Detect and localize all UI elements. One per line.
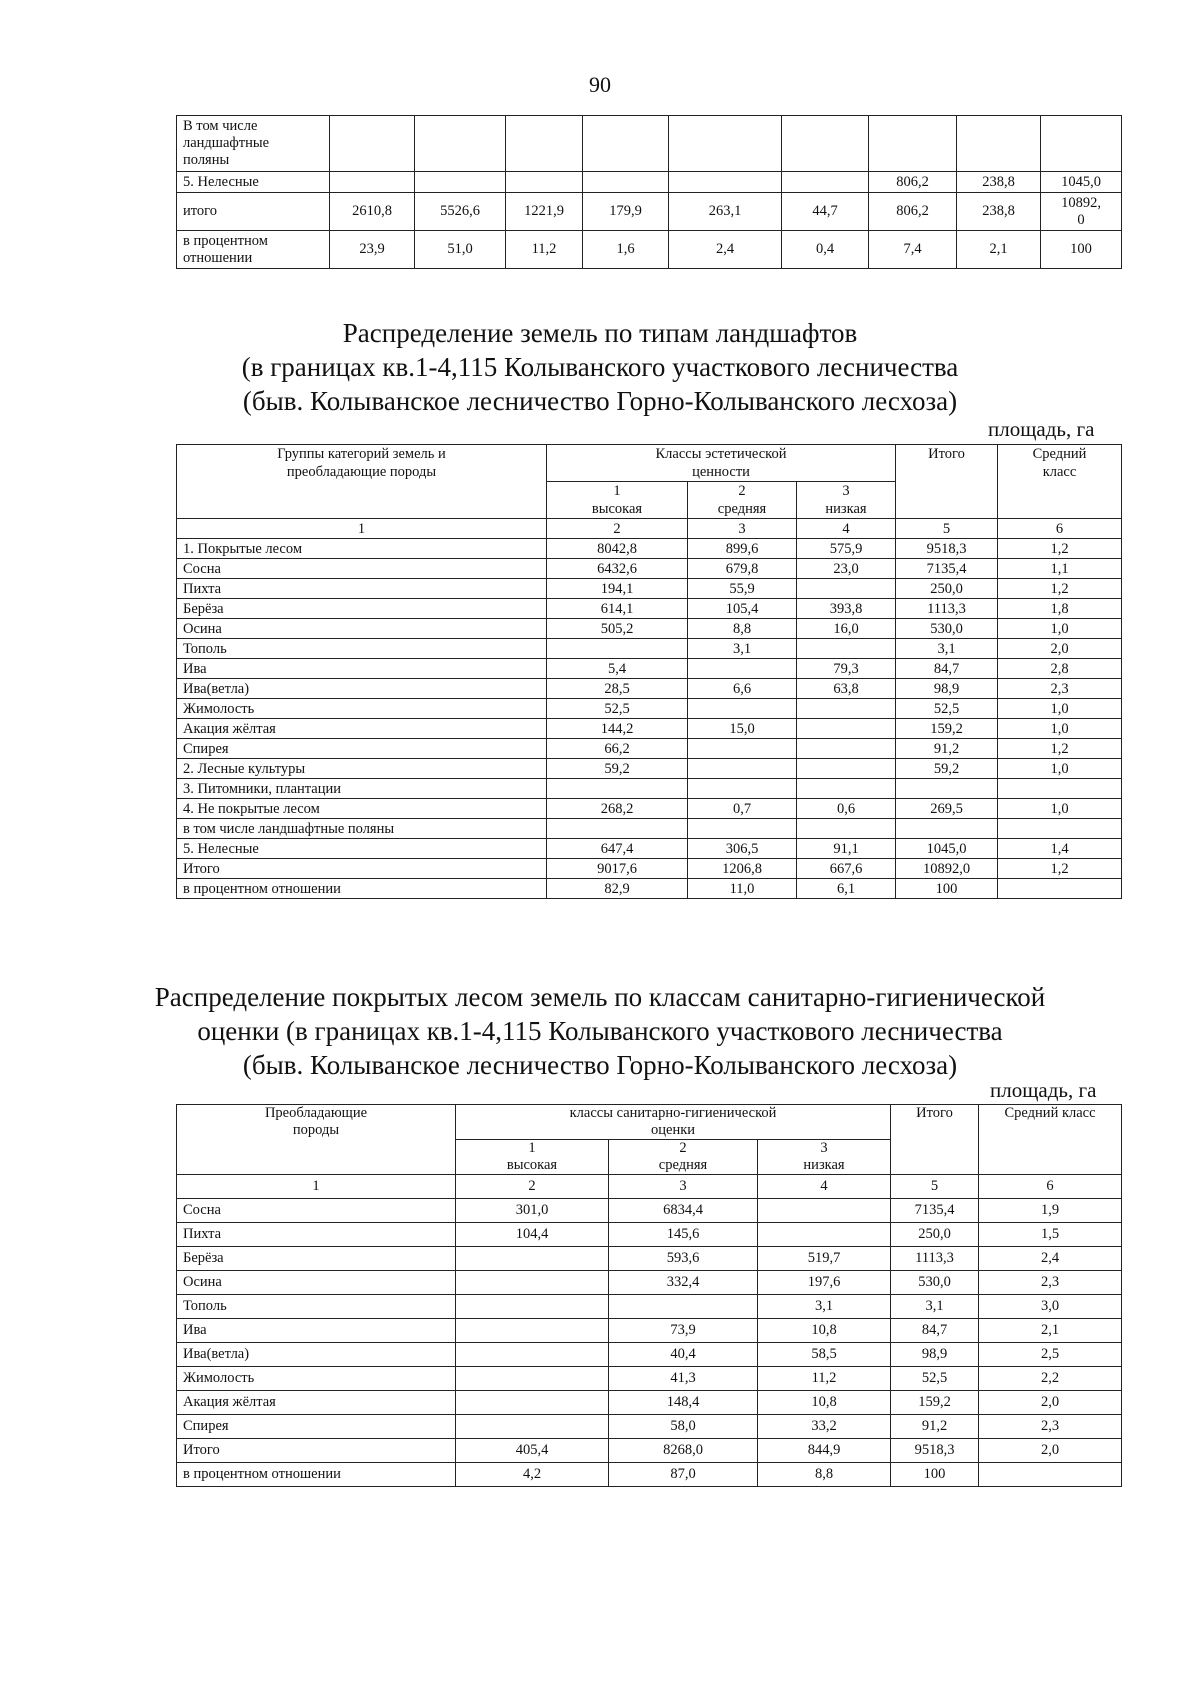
table-cell: 98,9	[891, 1343, 979, 1367]
table-cell: 59,2	[547, 759, 688, 779]
table-cell: 3,0	[979, 1295, 1122, 1319]
table-cell: 899,6	[688, 539, 797, 559]
table-cell	[797, 639, 896, 659]
row-name: в процентном отношении	[177, 879, 547, 899]
table-cell: 2,3	[998, 679, 1122, 699]
table-cell: 98,9	[896, 679, 998, 699]
row-name: Ива	[177, 659, 547, 679]
table-cell	[782, 172, 869, 193]
landscape-table	[176, 444, 1122, 899]
table-cell: 2,4	[669, 231, 782, 269]
table-row	[177, 619, 1122, 639]
table-cell: 1,5	[979, 1223, 1122, 1247]
table-cell	[896, 819, 998, 839]
table-cell: 41,3	[609, 1367, 758, 1391]
page-number: 90	[589, 72, 611, 97]
table-cell: 6432,6	[547, 559, 688, 579]
table-cell	[456, 1391, 609, 1415]
table-cell	[797, 739, 896, 759]
table-cell	[506, 172, 583, 193]
row-name: Пихта	[177, 579, 547, 599]
table-cell: 159,2	[891, 1391, 979, 1415]
table-row	[177, 879, 1122, 899]
table-cell: 194,1	[547, 579, 688, 599]
table-cell: 505,2	[547, 619, 688, 639]
table-cell: 87,0	[609, 1463, 758, 1487]
header-class-1: 1 высокая	[547, 482, 688, 519]
table-cell: 1,9	[979, 1199, 1122, 1223]
column-number: 1	[177, 519, 547, 539]
table-cell	[1041, 116, 1122, 172]
table-cell: 1206,8	[688, 859, 797, 879]
table-row	[177, 699, 1122, 719]
row-name: Спирея	[177, 739, 547, 759]
table-cell: 332,4	[609, 1271, 758, 1295]
table-cell	[415, 172, 506, 193]
column-number: 6	[998, 519, 1122, 539]
table-cell	[547, 779, 688, 799]
table-cell: 679,8	[688, 559, 797, 579]
table-cell: 0,7	[688, 799, 797, 819]
table-cell: 197,6	[758, 1271, 891, 1295]
table-cell: 63,8	[797, 679, 896, 699]
table-cell: 179,9	[583, 193, 669, 231]
sanitary-table	[176, 1104, 1122, 1487]
table-cell: 59,2	[896, 759, 998, 779]
table-cell: 667,6	[797, 859, 896, 879]
table-cell: 100	[891, 1463, 979, 1487]
table-row	[177, 1271, 1122, 1295]
table-cell: 9017,6	[547, 859, 688, 879]
table-cell: 11,2	[506, 231, 583, 269]
table-cell: 268,2	[547, 799, 688, 819]
table-cell: 1,2	[998, 539, 1122, 559]
header-total: Итого	[891, 1105, 979, 1175]
table-cell: 5526,6	[415, 193, 506, 231]
table-cell	[782, 116, 869, 172]
table-cell: 9518,3	[896, 539, 998, 559]
table-cell	[456, 1271, 609, 1295]
table-row	[177, 839, 1122, 859]
table-row	[177, 1439, 1122, 1463]
row-name: Жимолость	[177, 1367, 456, 1391]
row-name: в процентном отношении	[177, 1463, 456, 1487]
table-cell	[758, 1223, 891, 1247]
table-row	[177, 759, 1122, 779]
row-name: Итого	[177, 1439, 456, 1463]
row-name: Ива(ветла)	[177, 1343, 456, 1367]
table-cell: 1113,3	[896, 599, 998, 619]
column-number: 4	[797, 519, 896, 539]
table-cell: 6834,4	[609, 1199, 758, 1223]
table-cell: 2,3	[979, 1415, 1122, 1439]
table-cell	[797, 699, 896, 719]
column-number: 5	[896, 519, 998, 539]
table-cell: 0,6	[797, 799, 896, 819]
header-class-2: 2 средняя	[609, 1140, 758, 1175]
table-cell: 10892, 0	[1041, 193, 1122, 231]
table-row	[177, 231, 1122, 269]
table-cell: 614,1	[547, 599, 688, 619]
row-name: Жимолость	[177, 699, 547, 719]
table-cell: 1,1	[998, 559, 1122, 579]
table-cell: 33,2	[758, 1415, 891, 1439]
table-cell: 91,2	[896, 739, 998, 759]
table-cell: 250,0	[891, 1223, 979, 1247]
table-cell: 145,6	[609, 1223, 758, 1247]
table-row	[177, 639, 1122, 659]
table-row	[177, 679, 1122, 699]
table-cell: 3,1	[896, 639, 998, 659]
row-name: Берёза	[177, 1247, 456, 1271]
table-cell	[609, 1295, 758, 1319]
row-label: В том числе ландшафтные поляны	[177, 116, 330, 172]
table-cell: 1,2	[998, 859, 1122, 879]
table-cell: 250,0	[896, 579, 998, 599]
table-cell: 15,0	[688, 719, 797, 739]
table-row	[177, 539, 1122, 559]
table-row	[177, 659, 1122, 679]
table-cell	[797, 819, 896, 839]
table-cell: 301,0	[456, 1199, 609, 1223]
table-cell: 100	[896, 879, 998, 899]
row-name: Осина	[177, 1271, 456, 1295]
table-cell: 1,0	[998, 619, 1122, 639]
table-cell: 238,8	[957, 193, 1041, 231]
table-cell: 1221,9	[506, 193, 583, 231]
table-cell	[669, 116, 782, 172]
table-cell: 58,5	[758, 1343, 891, 1367]
table-cell: 2,5	[979, 1343, 1122, 1367]
row-name: в том числе ландшафтные поляны	[177, 819, 547, 839]
table-cell	[998, 779, 1122, 799]
table-cell: 1,0	[998, 799, 1122, 819]
table-cell: 1,6	[583, 231, 669, 269]
table-row	[177, 819, 1122, 839]
table-cell	[456, 1343, 609, 1367]
table-cell: 269,5	[896, 799, 998, 819]
table-cell: 40,4	[609, 1343, 758, 1367]
title-line: (быв. Колыванское лесничество Горно-Колыванского лесхоза)	[242, 386, 958, 416]
table-cell	[415, 116, 506, 172]
table-cell: 647,4	[547, 839, 688, 859]
table-row	[177, 1367, 1122, 1391]
table-cell: 55,9	[688, 579, 797, 599]
continuation-table	[176, 115, 1122, 269]
row-name: 2. Лесные культуры	[177, 759, 547, 779]
table-cell: 2610,8	[330, 193, 415, 231]
table-cell	[998, 819, 1122, 839]
table-cell: 1045,0	[1041, 172, 1122, 193]
table-cell: 393,8	[797, 599, 896, 619]
table-cell: 2,0	[998, 639, 1122, 659]
table-cell: 0,4	[782, 231, 869, 269]
table-cell: 91,1	[797, 839, 896, 859]
table-cell: 8,8	[758, 1463, 891, 1487]
header-classes: классы санитарно-гигиенической оценки	[456, 1105, 891, 1140]
header-class-3: 3 низкая	[797, 482, 896, 519]
table-cell: 1,0	[998, 759, 1122, 779]
column-number: 4	[758, 1175, 891, 1199]
table-cell: 52,5	[891, 1367, 979, 1391]
table-cell	[896, 779, 998, 799]
table-cell: 23,9	[330, 231, 415, 269]
table-cell	[456, 1319, 609, 1343]
row-name: Тополь	[177, 639, 547, 659]
table-row	[177, 1319, 1122, 1343]
header-group: Группы категорий земель и преобладающие породы	[177, 445, 547, 519]
table-cell: 1,0	[998, 719, 1122, 739]
table-cell	[688, 699, 797, 719]
row-name: Акация жёлтая	[177, 719, 547, 739]
table-cell: 7135,4	[891, 1199, 979, 1223]
table-cell: 806,2	[869, 193, 957, 231]
table-cell	[957, 116, 1041, 172]
header-avg-class: Средний класс	[979, 1105, 1122, 1175]
table-cell: 575,9	[797, 539, 896, 559]
table-cell: 148,4	[609, 1391, 758, 1415]
landscape-table-title	[0, 316, 1200, 418]
table-cell	[583, 172, 669, 193]
row-name: Пихта	[177, 1223, 456, 1247]
table-row	[177, 859, 1122, 879]
header-class-1: 1 высокая	[456, 1140, 609, 1175]
header-avg-class: Средний класс	[998, 445, 1122, 519]
row-name: Осина	[177, 619, 547, 639]
table-cell	[979, 1463, 1122, 1487]
row-name: 3. Питомники, плантации	[177, 779, 547, 799]
table-cell: 79,3	[797, 659, 896, 679]
table-cell	[330, 172, 415, 193]
table-cell: 2,1	[979, 1319, 1122, 1343]
table-cell: 10,8	[758, 1319, 891, 1343]
table-row	[177, 739, 1122, 759]
table-cell	[688, 779, 797, 799]
column-number: 2	[547, 519, 688, 539]
table-cell: 10,8	[758, 1391, 891, 1415]
table-row	[177, 1223, 1122, 1247]
table-row	[177, 193, 1122, 231]
table-cell: 5,4	[547, 659, 688, 679]
table-cell: 52,5	[547, 699, 688, 719]
column-number: 6	[979, 1175, 1122, 1199]
table-cell: 100	[1041, 231, 1122, 269]
table-cell: 44,7	[782, 193, 869, 231]
table-cell	[758, 1199, 891, 1223]
table-cell: 16,0	[797, 619, 896, 639]
title-line: (в границах кв.1-4,115 Колыванского участкового лесничества	[241, 352, 959, 382]
header-species: Преобладающие породы	[177, 1105, 456, 1175]
row-name: Итого	[177, 859, 547, 879]
table-cell: 23,0	[797, 559, 896, 579]
table-row	[177, 116, 1122, 172]
table-row	[177, 1247, 1122, 1271]
table-cell	[456, 1247, 609, 1271]
table-cell	[456, 1415, 609, 1439]
row-name: Спирея	[177, 1415, 456, 1439]
table-cell: 593,6	[609, 1247, 758, 1271]
table-cell: 3,1	[758, 1295, 891, 1319]
table-cell: 8,8	[688, 619, 797, 639]
table-cell: 3,1	[688, 639, 797, 659]
unit-label: площадь, га	[990, 1078, 1097, 1102]
table-cell	[797, 579, 896, 599]
table-cell	[688, 819, 797, 839]
table-cell	[330, 116, 415, 172]
table-cell: 58,0	[609, 1415, 758, 1439]
row-name: Сосна	[177, 1199, 456, 1223]
row-label: 5. Нелесные	[177, 172, 330, 193]
row-name: Сосна	[177, 559, 547, 579]
column-number: 3	[609, 1175, 758, 1199]
table-cell: 82,9	[547, 879, 688, 899]
table-cell: 84,7	[896, 659, 998, 679]
table-cell: 8268,0	[609, 1439, 758, 1463]
title-line: (быв. Колыванское лесничество Горно-Колыванского лесхоза)	[242, 1050, 958, 1080]
table-row	[177, 1415, 1122, 1439]
table-cell: 806,2	[869, 172, 957, 193]
table-cell: 10892,0	[896, 859, 998, 879]
table-row	[177, 599, 1122, 619]
table-cell: 1045,0	[896, 839, 998, 859]
table-cell: 11,2	[758, 1367, 891, 1391]
table-cell: 2,1	[957, 231, 1041, 269]
table-cell: 51,0	[415, 231, 506, 269]
table-cell: 405,4	[456, 1439, 609, 1463]
table-row	[177, 579, 1122, 599]
table-cell	[797, 719, 896, 739]
column-number: 2	[456, 1175, 609, 1199]
table-cell	[506, 116, 583, 172]
row-label: итого	[177, 193, 330, 231]
table-cell: 66,2	[547, 739, 688, 759]
table-cell	[547, 639, 688, 659]
row-name: 4. Не покрытые лесом	[177, 799, 547, 819]
table-cell: 73,9	[609, 1319, 758, 1343]
table-row	[177, 172, 1122, 193]
table-cell: 306,5	[688, 839, 797, 859]
table-cell: 1,2	[998, 739, 1122, 759]
table-row	[177, 1391, 1122, 1415]
table-cell: 7135,4	[896, 559, 998, 579]
table-cell: 105,4	[688, 599, 797, 619]
row-name: 1. Покрытые лесом	[177, 539, 547, 559]
header-total: Итого	[896, 445, 998, 519]
row-name: Ива	[177, 1319, 456, 1343]
table-cell: 844,9	[758, 1439, 891, 1463]
title-line: оценки (в границах кв.1-4,115 Колыванского участкового лесничества	[197, 1016, 1003, 1046]
table-cell: 2,2	[979, 1367, 1122, 1391]
table-cell: 52,5	[896, 699, 998, 719]
table-cell: 2,3	[979, 1271, 1122, 1295]
table-cell: 1,2	[998, 579, 1122, 599]
header-classes: Классы эстетической ценности	[547, 445, 896, 482]
table-cell: 1113,3	[891, 1247, 979, 1271]
table-row	[177, 1463, 1122, 1487]
table-cell	[456, 1367, 609, 1391]
table-cell	[669, 172, 782, 193]
table-cell: 1,0	[998, 699, 1122, 719]
table-row	[177, 559, 1122, 579]
table-cell: 84,7	[891, 1319, 979, 1343]
row-name: Ива(ветла)	[177, 679, 547, 699]
table-cell: 91,2	[891, 1415, 979, 1439]
table-cell: 3,1	[891, 1295, 979, 1319]
table-cell: 4,2	[456, 1463, 609, 1487]
unit-label: площадь, га	[988, 417, 1095, 441]
table-cell: 1,4	[998, 839, 1122, 859]
table-row	[177, 1343, 1122, 1367]
table-cell	[688, 659, 797, 679]
table-cell	[869, 116, 957, 172]
table-cell: 28,5	[547, 679, 688, 699]
table-cell	[456, 1295, 609, 1319]
row-label: в процентном отношении	[177, 231, 330, 269]
table-cell: 263,1	[669, 193, 782, 231]
table-cell: 1,8	[998, 599, 1122, 619]
row-name: 5. Нелесные	[177, 839, 547, 859]
table-cell	[797, 759, 896, 779]
table-row	[177, 719, 1122, 739]
column-number: 5	[891, 1175, 979, 1199]
row-name: Акация жёлтая	[177, 1391, 456, 1415]
column-number: 3	[688, 519, 797, 539]
table-cell: 238,8	[957, 172, 1041, 193]
table-cell: 6,1	[797, 879, 896, 899]
row-name: Берёза	[177, 599, 547, 619]
table-cell: 144,2	[547, 719, 688, 739]
sanitary-table-title	[0, 980, 1200, 1082]
header-class-3: 3 низкая	[758, 1140, 891, 1175]
table-cell: 8042,8	[547, 539, 688, 559]
table-row	[177, 1295, 1122, 1319]
table-row	[177, 1199, 1122, 1223]
row-name: Тополь	[177, 1295, 456, 1319]
table-cell	[688, 759, 797, 779]
table-cell: 2,4	[979, 1247, 1122, 1271]
table-cell: 530,0	[896, 619, 998, 639]
header-class-2: 2 средняя	[688, 482, 797, 519]
table-cell: 159,2	[896, 719, 998, 739]
table-cell: 104,4	[456, 1223, 609, 1247]
table-cell	[547, 819, 688, 839]
table-cell: 2,0	[979, 1439, 1122, 1463]
table-cell: 7,4	[869, 231, 957, 269]
table-cell	[583, 116, 669, 172]
table-row	[177, 799, 1122, 819]
title-line: Распределение покрытых лесом земель по классам санитарно-гигиенической	[154, 982, 1046, 1012]
table-cell	[998, 879, 1122, 899]
table-cell	[797, 779, 896, 799]
title-line: Распределение земель по типам ландшафтов	[342, 318, 858, 348]
table-cell: 6,6	[688, 679, 797, 699]
table-cell: 519,7	[758, 1247, 891, 1271]
table-row	[177, 779, 1122, 799]
table-cell: 11,0	[688, 879, 797, 899]
table-cell	[688, 739, 797, 759]
table-cell: 9518,3	[891, 1439, 979, 1463]
table-cell: 530,0	[891, 1271, 979, 1295]
column-number: 1	[177, 1175, 456, 1199]
table-cell: 2,0	[979, 1391, 1122, 1415]
table-cell: 2,8	[998, 659, 1122, 679]
